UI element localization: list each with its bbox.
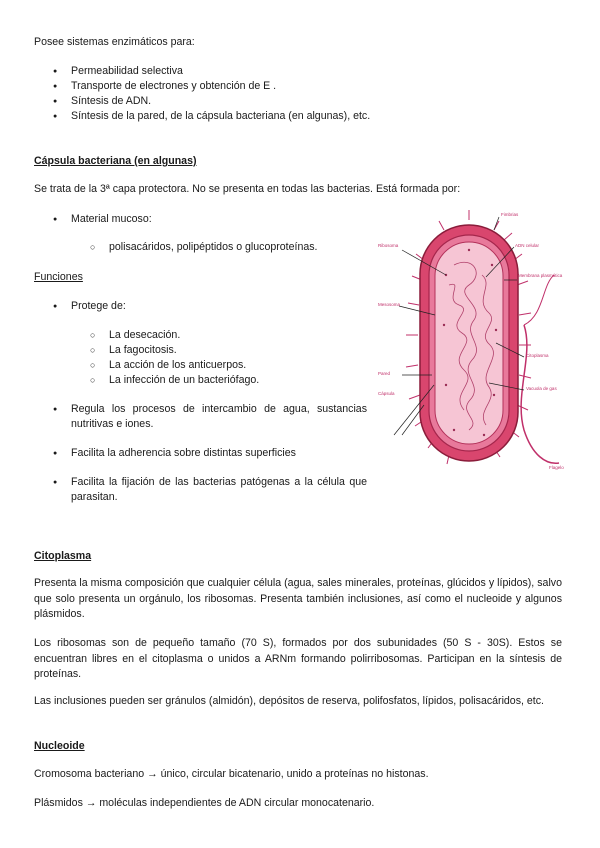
nucleoide-heading: Nucleoide: [34, 740, 85, 752]
list-item: ○ La infección de un bacteriófago.: [90, 373, 259, 388]
list-item: ● Transporte de electrones y obtención de E .: [34, 79, 370, 94]
list-item: ● Síntesis de ADN.: [34, 94, 370, 109]
list-item: ● Material mucoso:: [34, 212, 152, 227]
label-fimbrias: Fimbrias: [501, 212, 519, 217]
list-item: ● Regula los procesos de intercambio de agua, sustancias nutritivas e iones.: [34, 402, 367, 432]
list-item: ○ La fagocitosis.: [90, 343, 259, 358]
list-item: ○ La acción de los anticuerpos.: [90, 358, 259, 373]
label-flagelo: Flagelo: [549, 465, 564, 470]
intro-text: Posee sistemas enzimáticos para:: [34, 36, 195, 48]
list-item: ● Síntesis de la pared, de la cápsula bacteriana (en algunas), etc.: [34, 109, 370, 124]
funciones-list-3: [34, 475, 367, 505]
label-ribosoma: Ribosoma: [378, 243, 399, 248]
label-citoplasma: Citoplasma: [526, 353, 549, 358]
funciones-list: [34, 402, 367, 432]
label-vacuola: Vacuola de gas: [526, 386, 557, 391]
capsula-heading: Cápsula bacteriana (en algunas): [34, 155, 197, 167]
citoplasma-paragraph-1: Presenta la misma composición que cualquier célula (agua, sales minerales, proteínas, glúcidos y lípidos), salvo que solo presenta un orgánulo, los ribosomas. Presenta también inclusiones, así como el nucleoide y algunos plásmidos.: [34, 577, 562, 620]
nucleoide-line-2: Plásmidos → moléculas independientes de ADN circular monocatenario.: [34, 797, 375, 809]
label-adn: ADN celular: [515, 243, 540, 248]
citoplasma-paragraph-2: Los ribosomas son de pequeño tamaño (70 S), formados por dos subunidades (50 S - 30S). Estos se encuentran libres en el citoplasma o unidos a ARNm formando polirribosomas. Participan en la síntesis de proteínas.: [34, 637, 562, 680]
capsula-intro: Se trata de la 3ª capa protectora. No se presenta en todas las bacterias. Está formada por:: [34, 183, 461, 195]
citoplasma-paragraph-3: Las inclusiones pueden ser gránulos (almidón), depósitos de reserva, polifosfatos, lípidos, polisacáridos, etc.: [34, 695, 544, 707]
flagellum: [521, 325, 559, 463]
label-membrana: Membrana plasmática: [518, 273, 563, 278]
material-sublist: [90, 240, 317, 255]
list-item: ● Protege de:: [34, 299, 126, 314]
protege-list: [34, 299, 126, 314]
funciones-heading: Funciones: [34, 271, 83, 283]
cytoplasm-shape: [435, 242, 503, 444]
citoplasma-heading: Citoplasma: [34, 550, 92, 562]
list-item: ● Permeabilidad selectiva: [34, 64, 370, 79]
list-item: ● Facilita la adherencia sobre distintas superficies: [34, 446, 296, 461]
protege-sublist: [90, 328, 259, 388]
label-mesosoma: Mesosoma: [378, 302, 401, 307]
list-item: ○ polisacáridos, polipéptidos o glucoproteínas.: [90, 240, 317, 255]
enzyme-list: [34, 64, 370, 124]
bacteria-diagram: [374, 205, 569, 477]
label-pared: Pared: [378, 371, 391, 376]
material-list: [34, 212, 152, 227]
label-capsula: Cápsula: [378, 391, 395, 396]
list-item: ● Facilita la fijación de las bacterias patógenas a la célula que parasitan.: [34, 475, 367, 505]
nucleoide-line-1: Cromosoma bacteriano → único, circular bicatenario, unido a proteínas no histonas.: [34, 768, 429, 780]
list-item: ○ La desecación.: [90, 328, 259, 343]
funciones-list-2: [34, 446, 296, 461]
